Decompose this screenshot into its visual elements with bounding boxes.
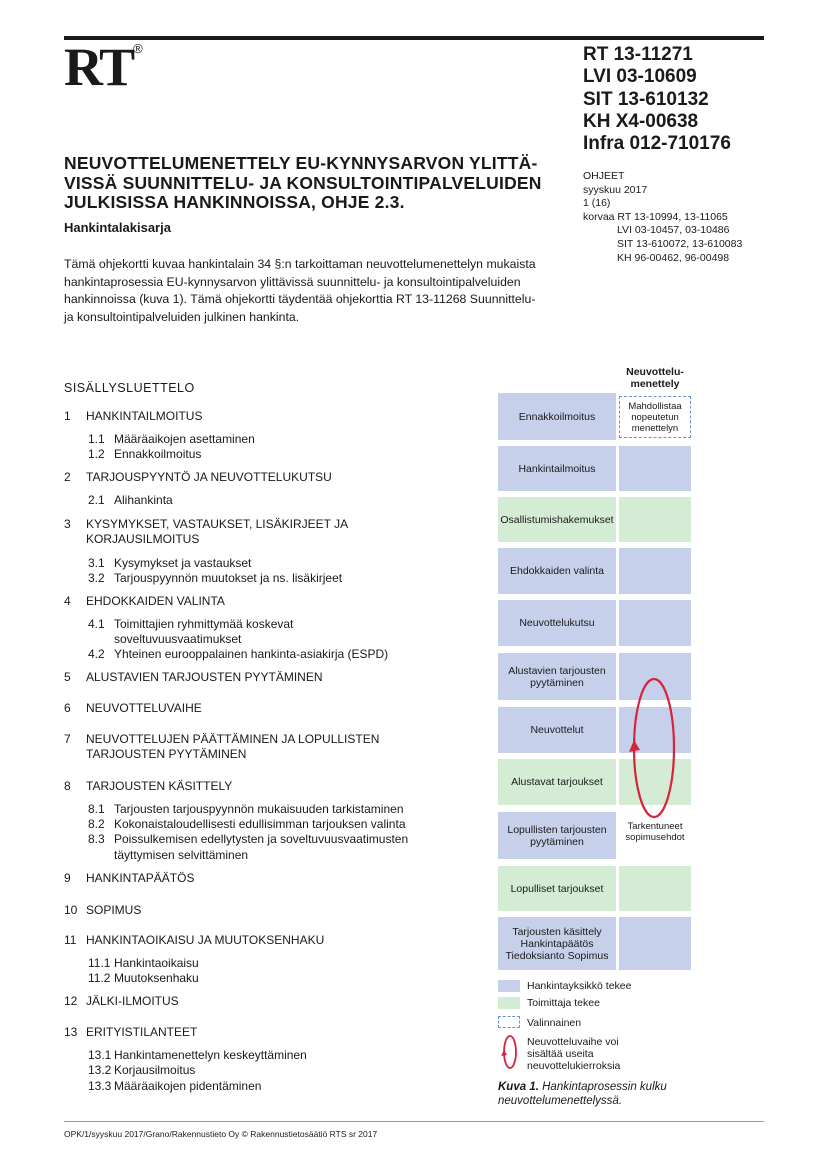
page-subtitle: Hankintalakisarja xyxy=(64,220,171,235)
legend-label-loop: Neuvotteluvaihe voi sisältää useita neuvottelukierroksia xyxy=(527,1036,621,1072)
step-lopulliset-tarjoukset: Lopulliset tarjoukset xyxy=(498,866,616,911)
intro-paragraph xyxy=(64,256,579,326)
step-alustavat-tarjoukset: Alustavat tarjoukset xyxy=(498,759,616,805)
doc-date: syyskuu 2017 xyxy=(583,183,648,196)
page-title xyxy=(64,154,564,213)
optional-fast-track-box: Mahdollistaa nopeutetun menettelyn xyxy=(619,396,691,438)
legend-swatch-green xyxy=(498,997,520,1009)
doc-replaces-sit: SIT 13-610072, 13-610083 xyxy=(617,237,743,250)
step-alustavien-tarjousten-pyytaminen: Alustavien tarjousten pyytäminen xyxy=(498,653,616,700)
negotiation-column-segment xyxy=(619,446,691,491)
step-ehdokkaiden-valinta: Ehdokkaiden valinta xyxy=(498,548,616,594)
doc-replaces: korvaa RT 13-10994, 13-11065 xyxy=(583,210,728,223)
doc-replaces-kh: KH 96-00462, 96-00498 xyxy=(617,251,730,264)
intro-line: Tämä ohjekortti kuvaa hankintalain 34 §:n tarkoittaman neuvottelumenettelyn mukaista xyxy=(64,257,536,271)
footer-text: OPK/1/syyskuu 2017/Grano/Rakennustieto Oy © Rakennustietosäätiö RTS sr 2017 xyxy=(64,1129,378,1139)
doc-type: OHJEET xyxy=(583,170,625,182)
refined-contract-terms: Tarkentuneet sopimusehdot xyxy=(625,821,685,843)
doc-replaces-lvi: LVI 03-10457, 03-10486 xyxy=(617,224,730,237)
code-rt: RT 13-11271 xyxy=(583,44,693,65)
toc-title: SISÄLLYSLUETTELO xyxy=(64,381,195,395)
legend-loop-icon xyxy=(500,1032,520,1072)
figure-caption: Kuva 1. Hankintaprosessin kulku neuvottelumenettelyssä. xyxy=(498,1081,667,1107)
document-meta xyxy=(583,170,742,265)
step-hankintailmoitus: Hankintailmoitus xyxy=(498,446,616,491)
step-final-processing: Tarjousten käsittely Hankintapäätös Tiedoksianto Sopimus xyxy=(498,917,616,970)
legend-swatch-dashed xyxy=(498,1016,520,1028)
step-neuvottelut: Neuvottelut xyxy=(498,707,616,753)
legend-label-green: Toimittaja tekee xyxy=(527,997,600,1009)
legend-swatch-blue xyxy=(498,980,520,992)
step-lopullisten-tarjousten-pyytaminen: Lopullisten tarjousten pyytäminen xyxy=(498,812,616,859)
negotiation-column-segment xyxy=(619,917,691,970)
step-osallistumishakemukset: Osallistumishakemukset xyxy=(498,497,616,542)
rt-logo: RT® xyxy=(64,37,143,97)
negotiation-column-segment xyxy=(619,600,691,646)
code-lvi: LVI 03-10609 xyxy=(583,66,697,88)
top-rule xyxy=(64,36,764,40)
title-line: VISSÄ SUUNNITTELU- JA KONSULTOINTIPALVELUIDEN xyxy=(64,172,542,193)
legend-label-dashed: Valinnainen xyxy=(527,1017,582,1029)
step-neuvottelukutsu: Neuvottelukutsu xyxy=(498,600,616,646)
intro-line: ja konsultointipalveluiden julkinen hankinta. xyxy=(64,309,300,324)
negotiation-column-segment xyxy=(619,497,691,542)
title-line: NEUVOTTELUMENETTELY EU-KYNNYSARVON YLITTÄ- xyxy=(64,153,538,173)
negotiation-column-header: Neuvottelu- menettely xyxy=(626,366,684,390)
negotiation-column-segment xyxy=(619,866,691,911)
step-ennakkoilmoitus: Ennakkoilmoitus xyxy=(498,393,616,440)
code-infra: Infra 012-710176 xyxy=(583,133,731,155)
document-codes xyxy=(583,44,731,155)
code-sit: SIT 13-610132 xyxy=(583,88,709,110)
negotiation-column-segment xyxy=(619,548,691,594)
code-kh: KH X4-00638 xyxy=(583,110,699,132)
doc-pages: 1 (16) xyxy=(583,197,611,210)
footer-rule xyxy=(64,1121,764,1122)
intro-line: hankintaprosessia EU-kynnysarvon ylittävissä suunnittelu- ja konsultointipalveluiden xyxy=(64,274,521,289)
title-line: JULKISISSA HANKINNOISSA, OHJE 2.3. xyxy=(64,192,405,212)
intro-line: hankinnoissa (kuva 1). Tämä ohjekortti täydentää ohjekorttia RT 13-11268 Suunnittelu- xyxy=(64,292,536,306)
legend-label-blue: Hankintayksikkö tekee xyxy=(527,980,632,992)
negotiation-loop-icon xyxy=(620,668,690,828)
